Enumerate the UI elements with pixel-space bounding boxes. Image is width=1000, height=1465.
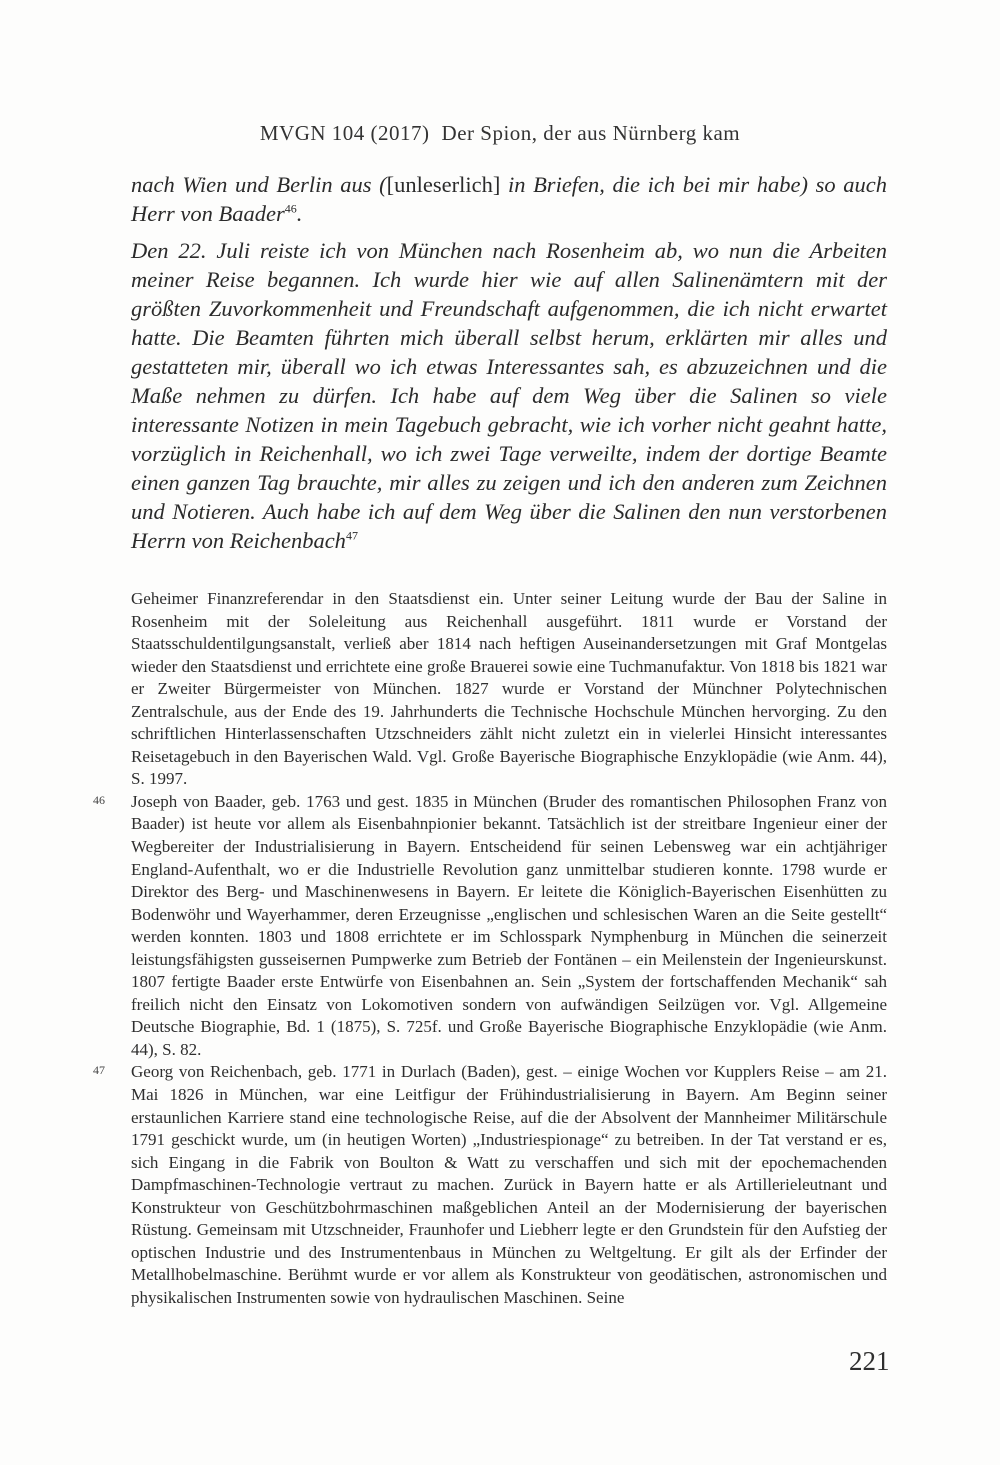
- page-number: 221: [849, 1346, 890, 1376]
- footnotes: [93, 588, 887, 1310]
- footnote-47: [93, 1061, 887, 1309]
- footnote-number-46: 46: [93, 792, 105, 807]
- footnote-46: [93, 791, 887, 1062]
- footnote-continuation: Geheimer Finanzreferendar in den Staatsdienst ein. Unter seiner Leitung wurde der Bau der Saline in Rosenheim mit der Soleleitung aus Reichenhall ausgeführt. 1811 wurde er Vorstand der Staatsschuldentilgungsanstalt, verließ aber 1814 nach heftigen Auseinandersetzungen mit Graf Montgelas wieder den Staatsdienst und errichtete eine große Brauerei sowie eine Tuchmanufaktur. Von 1818 bis 1821 war er Zweiter Bürgermeister von München. 1827 wurde er Vorstand der Münchner Polytechnischen Zentralschule, aus der Ende des 19. Jahrhunderts die Technische Hochschule München hervorging. Zu den schriftlichen Hinterlassenschaften Utzschneiders zählt nicht zuletzt ein in vielerlei Hinsicht interessantes Reisetagebuch in den Bayerischen Wald. Vgl. Große Bayerische Biographische Enzyklopädie (wie Anm. 44), S. 1997.: [131, 589, 887, 789]
- main-paragraph-1: nach Wien und Berlin aus ([unleserlich] in Briefen, die ich bei mir habe) so auch Herr von Baader$^{46}$.: [131, 172, 888, 226]
- editorial-note: [unleserlich]: [386, 172, 501, 197]
- main-paragraph-2: Den 22. Juli reiste ich von München nach Rosenheim ab, wo nun die Arbeiten meiner Reise begannen. Ich wurde hier wie auf allen Salinenämtern mit der größten Zuvorkommenheit und Freundschaft aufgenommen, die ich nicht erwartet hatte. Die Beamten führten mich überall selbst herum, erklärten mir alles und gestatteten mir, überall wo ich etwas Interessantes sah, es abzuzeichnen und die Maße nehmen zu dürfen. Ich habe auf dem Weg über die Salinen so viele interessante Notizen in mein Tagebuch gebracht, wie ich vorher nicht geahnt hatte, vorzüglich in Reichenhall, wo ich zwei Tage verweilte, indem der dortige Beamte einen ganzen Tag brauchte, mir alles zu zeigen und ich den anderen zum Zeichnen und Notieren. Auch habe ich auf dem Weg über die Salinen den nun verstorbenen Herrn von Reichenbach$^{47}$: [131, 238, 887, 553]
- footnote-number-47: 47: [93, 1063, 105, 1078]
- footnote-47-text: Georg von Reichenbach, geb. 1771 in Durlach (Baden), gest. – einige Wochen vor Kupplers Reise – am 21. Mai 1826 in München, war eine Leitfigur der Frühindustrialisierung in Bayern. Am Beginn seiner erstaunlichen Karriere stand eine technologische Reise, auf die der Absolvent der Mannheimer Militärschule 1791 geschickt wurde, um (in heutigen Worten) „Industriespionage“ zu betreiben. In der Tat verstand er es, sich Eingang in die Fabrik von Boulton & Watt zu verschaffen und sich mit der epochemachenden Dampfmaschinen-Technologie vertraut zu machen. Zurück in Bayern hatte er als Artillerieleutnant und Konstrukteur von Geschützbohrmaschinen maßgeblichen Anteil an der Modernisierung der bayerischen Rüstung. Gemeinsam mit Utzschneider, Fraunhofer und Liebherr legte er den Grundstein für den Aufstieg der optischen Industrie und des Instrumentenbaus in München zu Weltgeltung. Er gilt als der Erfinder der Metallhobelmaschine. Berühmt wurde er vor allem als Konstrukteur von geodätischen, astronomischen und physikalischen Instrumenten sowie von hydraulischen Maschinen. Seine: [131, 1062, 887, 1307]
- footnote-reference-47[interactable]: 47: [345, 528, 358, 543]
- article-title: Der Spion, der aus Nürnberg kam: [441, 121, 741, 145]
- main-text: [131, 170, 887, 563]
- journal-reference: MVGN 104 (2017): [259, 121, 430, 145]
- footnote-46-text: Joseph von Baader, geb. 1763 und gest. 1835 in München (Bruder des romantischen Philosophen Franz von Baader) ist heute vor allem als Eisenbahnpionier bekannt. Tatsächlich ist der streitbare Ingenieur einer der Wegbereiter der Industrialisierung in Bayern. Entscheidend für seinen Lebensweg war ein achtjähriger England-Aufenthalt, wo er die Industrielle Revolution ganz unmittelbar studieren konnte. 1798 wurde er Direktor des Berg- und Maschinenwesens in Bayern. Er leitete die Königlich-Bayerischen Eisenhütten zu Bodenwöhr und Wayerhammer, deren Erzeugnisse „englischen und schlesischen Waren an die Seite gestellt“ werden konnten. 1803 und 1808 errichtete er im Schlosspark Nymphenburg in München die seinerzeit leistungsfähigsten gusseisernen Pumpwerke zum Betrieb der Fontänen – ein Meilenstein der Ingenieurskunst. 1807 fertigte Baader erste Entwürfe von Eisenbahnen an. Sein „System der fortschaffenden Mechanik“ sah freilich nicht den Einsatz von Lokomotiven sondern von aufwändigen Seilzügen vor. Vgl. Allgemeine Deutsche Biographie, Bd. 1 (1875), S. 725f. und Große Bayerische Biographische Enzyklopädie (wie Anm. 44), S. 82.: [131, 791, 887, 1059]
- running-head: [0, 121, 1000, 146]
- footnote-reference-46[interactable]: 46: [284, 201, 297, 216]
